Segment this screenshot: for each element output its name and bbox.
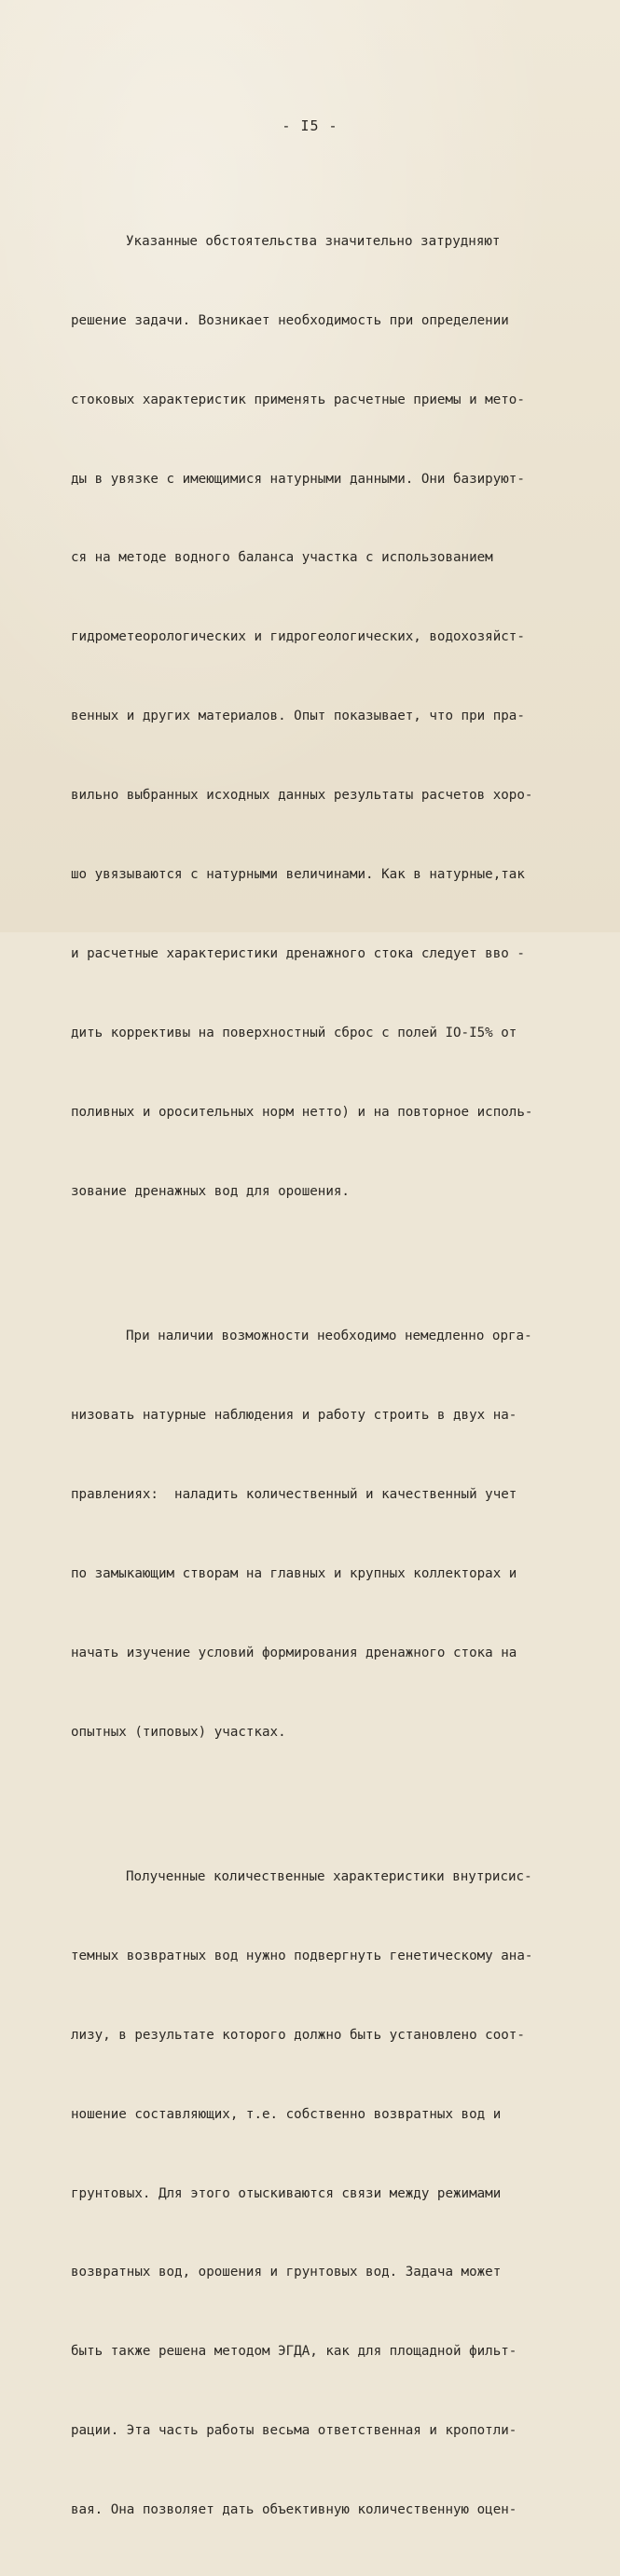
text-line: гидрометеорологических и гидрогеологических, водохозяйст-: [71, 629, 525, 645]
text-line: При наличии возможности необходимо немедленно орга-: [126, 1329, 532, 1344]
text-line: рации. Эта часть работы весьма ответственная и кропотли-: [71, 2423, 517, 2439]
text-line: ношение составляющих, т.е. собственно возвратных вод и: [71, 2106, 502, 2122]
text-line: возвратных вод, орошения и грунтовых вод. Задача может: [71, 2265, 502, 2280]
text-line: темных возвратных вод нужно подвергнуть генетическому ана-: [71, 1948, 533, 1963]
text-line: и расчетные характеристики дренажного стока следует вво -: [71, 945, 525, 961]
text-line: быть также решена методом ЭГДА, как для площадной фильт-: [71, 2344, 517, 2360]
text-line: шо увязываются с натурными величинами. Как в натурные,так: [71, 867, 525, 883]
text-line: низовать натурные наблюдения и работу строить в двух на-: [71, 1407, 517, 1423]
text-line: ды в увязке с имеющимися натурными данными. Они базируют-: [71, 471, 525, 487]
page-number: - I5 -: [282, 117, 338, 134]
text-line: вильно выбранных исходных данных результаты расчетов хоро-: [71, 788, 533, 804]
text-line: венных и других материалов. Опыт показывает, что при пра-: [71, 709, 525, 724]
body-text: [71, 149, 556, 2576]
text-line: опытных (типовых) участках.: [71, 1724, 286, 1740]
text-line: начать изучение условий формирования дренажного стока на: [71, 1645, 517, 1660]
text-line: лизу, в результате которого должно быть установлено соот-: [71, 2027, 525, 2043]
text-line: Указанные обстоятельства значительно затрудняют: [126, 233, 501, 249]
text-line: поливных и оросительных норм нетто) и на повторное исполь-: [71, 1104, 533, 1120]
text-line: решение задачи. Возникает необходимость при определении: [71, 312, 509, 328]
text-line: дить коррективы на поверхностный сброс с полей IO-I5% от: [71, 1025, 517, 1040]
text-line: грунтовых. Для этого отыскиваются связи между режимами: [71, 2185, 502, 2201]
text-line: стоковых характеристик применять расчетные приемы и мето-: [71, 392, 525, 407]
text-line: вая. Она позволяет дать объективную количественную оцен-: [71, 2502, 517, 2518]
text-line: зование дренажных вод для орошения.: [71, 1183, 350, 1199]
text-line: ся на методе водного баланса участка с использованием: [71, 550, 493, 566]
text-line: правлениях: наладить количественный и качественный учет: [71, 1486, 517, 1502]
text-line: по замыкающим створам на главных и крупных коллекторах и: [71, 1565, 517, 1581]
text-line: Полученные количественные характеристики внутрисис-: [126, 1869, 532, 1884]
